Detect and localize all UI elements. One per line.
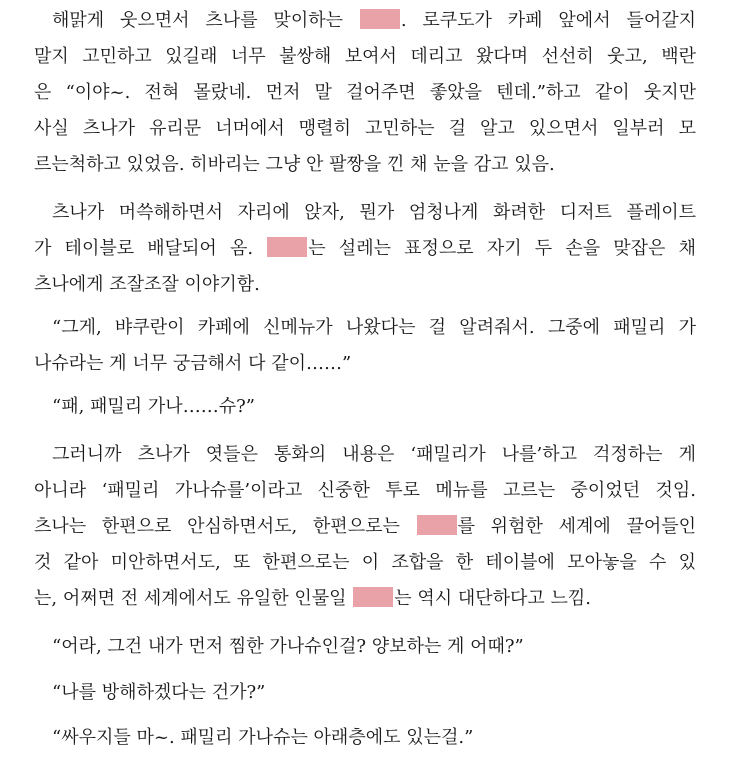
text-line: 해맑게 웃으면서 츠나를 맞이하는 . 로쿠도가 카페 앞에서 들어갈지 — [52, 10, 696, 31]
text-line: 가 테이블로 배달되어 옴. 는 설레는 표정으로 자기 두 손을 맞잡은 채 — [34, 238, 696, 259]
paragraph-5 — [34, 437, 696, 617]
paragraph-6 — [34, 629, 696, 665]
paragraph-1 — [34, 3, 696, 183]
text-line: 츠나가 머쓱해하면서 자리에 앉자, 뭔가 엄청나게 화려한 디저트 플레이트 — [52, 202, 696, 223]
text-line: 그러니까 츠나가 엿들은 통화의 내용은 ‘패밀리가 나를’하고 걱정하는 게 — [52, 444, 696, 465]
redaction-block — [417, 515, 457, 535]
text-line: 것 같아 미안하면서도, 또 한편으로는 이 조합을 한 테이블에 모아놓을 수 있 — [34, 552, 696, 573]
redaction-block — [267, 237, 307, 257]
text-line: 르는척하고 있었음. 히바리는 그냥 안 팔짱을 낀 채 눈을 감고 있음. — [34, 154, 555, 175]
text-line: 아니라 ‘패밀리 가나슈를’이라고 신중한 투로 메뉴를 고르는 중이었던 것임. — [34, 480, 696, 501]
text-line: 는, 어쩌면 전 세계에서도 유일한 인물일 는 역시 대단하다고 느낌. — [34, 588, 592, 609]
text-line: “싸우지들 마~. 패밀리 가나슈는 아래층에도 있는걸.” — [52, 727, 474, 748]
text-line: 츠나는 한편으로 안심하면서도, 한편으로는 를 위험한 세계에 끌어들인 — [34, 516, 696, 537]
paragraph-3 — [34, 310, 696, 382]
text-line: “패, 패밀리 가나……슈?” — [52, 396, 255, 417]
text-line: “어라, 그건 내가 먼저 찜한 가나슈인걸? 양보하는 게 어때?” — [52, 636, 524, 657]
paragraph-4 — [34, 389, 696, 425]
text-line: 츠나에게 조잘조잘 이야기함. — [34, 274, 260, 295]
text-line: 말지 고민하고 있길래 너무 불쌍해 보여서 데리고 왔다며 선선히 웃고, 백란 — [34, 46, 696, 67]
text-line: 사실 츠나가 유리문 너머에서 맹렬히 고민하는 걸 알고 있으면서 일부러 모 — [34, 118, 696, 139]
paragraph-7 — [34, 675, 696, 711]
redaction-block — [360, 9, 400, 29]
paragraph-8 — [34, 720, 696, 756]
text-line: 나슈라는 게 너무 궁금해서 다 같이……” — [34, 353, 352, 374]
redaction-block — [353, 587, 393, 607]
text-line: “그게, 뱌쿠란이 카페에 신메뉴가 나왔다는 걸 알려줘서. 그중에 패밀리 가 — [52, 317, 696, 338]
text-line: 은 “이야~. 전혀 몰랐네. 먼저 말 걸어주면 좋았을 텐데.”하고 같이 웃지만 — [34, 82, 696, 103]
text-line: “나를 방해하겠다는 건가?” — [52, 682, 266, 703]
paragraph-2 — [34, 195, 696, 303]
